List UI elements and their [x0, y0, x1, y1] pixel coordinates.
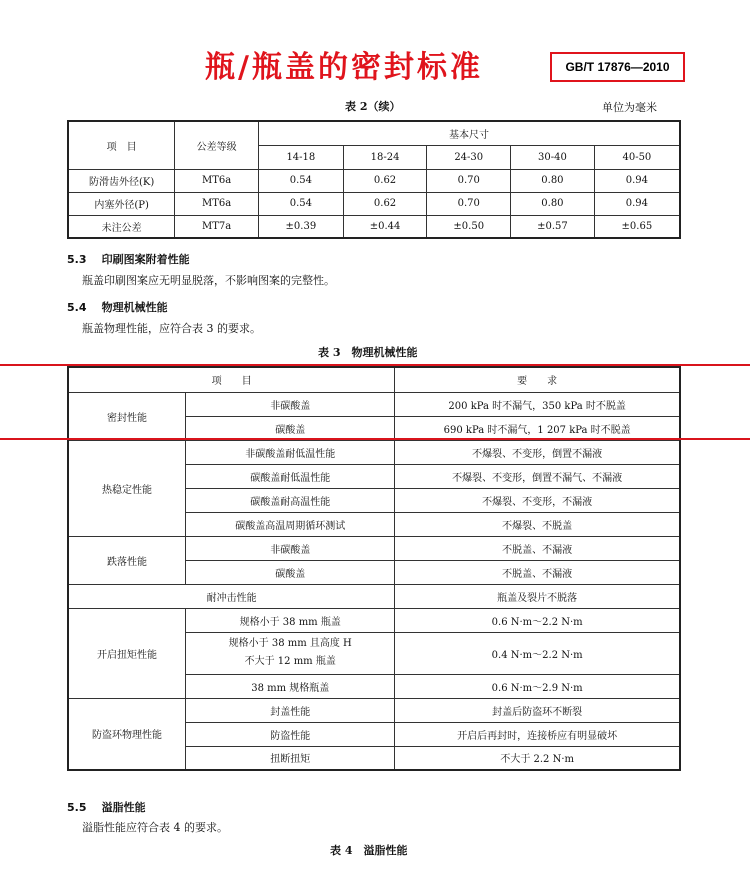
table2-size-header: 24-30 — [427, 145, 511, 169]
section-heading: 印刷图案附着性能 — [101, 253, 190, 266]
table3-subitem: 非碳酸盖耐低温性能 — [186, 440, 395, 464]
section-5-3-heading — [67, 248, 190, 267]
table2-caption: 表 2（续） — [345, 100, 401, 113]
table2-cell: 0.94 — [594, 192, 680, 215]
table3-subitem: 非碳酸盖 — [186, 536, 395, 560]
table2-header-basic: 基本尺寸 — [259, 121, 680, 145]
table-row — [68, 215, 680, 238]
highlight-line-bottom — [0, 438, 750, 440]
table-row — [68, 440, 680, 464]
table3-requirement: 0.6 N·m～2.2 N·m — [395, 608, 680, 632]
table-3 — [67, 366, 681, 771]
table2-unit: 单位为毫米 — [602, 101, 657, 114]
table3-requirement: 瓶盖及裂片不脱落 — [395, 584, 680, 608]
table2-cell: ±0.44 — [343, 215, 427, 238]
table-row — [68, 698, 680, 722]
section-5-5-heading — [67, 796, 146, 815]
table2-row-item: 未注公差 — [68, 215, 175, 238]
table3-subitem: 规格小于 38 mm 瓶盖 — [186, 608, 395, 632]
table4-caption: 表 4 溢脂性能 — [330, 844, 408, 857]
table3-requirement: 690 kPa 时不漏气，1 207 kPa 时不脱盖 — [395, 416, 680, 440]
table3-subitem: 封盖性能 — [186, 698, 395, 722]
table3-subitem: 碳酸盖耐低温性能 — [186, 464, 395, 488]
table3-requirement: 封盖后防盗环不断裂 — [395, 698, 680, 722]
section-heading: 物理机械性能 — [101, 301, 168, 314]
table-row — [68, 608, 680, 632]
section-5-4-body: 瓶盖物理性能，应符合表 3 的要求。 — [82, 322, 261, 335]
table3-requirement: 开启后再封时，连接桥应有明显破坏 — [395, 722, 680, 746]
table3-caption: 表 3 物理机械性能 — [318, 346, 418, 359]
section-number: 5.4 — [67, 301, 87, 314]
section-5-5-body: 溢脂性能应符合表 4 的要求。 — [82, 821, 228, 834]
table3-requirement: 不爆裂、不变形，倒置不漏液 — [395, 440, 680, 464]
table2-row-item: 内塞外径(P) — [68, 192, 175, 215]
table-row — [68, 584, 680, 608]
table3-header-item: 项 目 — [68, 367, 395, 392]
table3-subitem: 防盗性能 — [186, 722, 395, 746]
table2-row-grade: MT6a — [175, 192, 259, 215]
table3-requirement: 不爆裂、不变形，不漏液 — [395, 488, 680, 512]
page-title: 瓶/瓶盖的密封标准 — [205, 50, 483, 85]
table3-subitem-line: 规格小于 38 mm 且高度 H — [228, 638, 352, 649]
table2-cell: 0.62 — [343, 192, 427, 215]
table2-header-item: 项 目 — [68, 121, 175, 169]
table3-subitem: 碳酸盖高温周期循环测试 — [186, 512, 395, 536]
section-heading: 溢脂性能 — [101, 801, 146, 814]
table3-requirement: 0.4 N·m～2.2 N·m — [395, 632, 680, 674]
table-row — [68, 392, 680, 416]
table2-size-header: 14-18 — [259, 145, 344, 169]
table2-cell: ±0.57 — [511, 215, 595, 238]
table2-cell: 0.80 — [511, 192, 595, 215]
table2-cell: 0.94 — [594, 169, 680, 192]
table3-subitem: 碳酸盖 — [186, 416, 395, 440]
table2-cell: ±0.39 — [259, 215, 344, 238]
table-row — [68, 536, 680, 560]
table2-row-item: 防滑齿外径(K) — [68, 169, 175, 192]
table2-cell: 0.70 — [427, 169, 511, 192]
table2-cell: 0.62 — [343, 169, 427, 192]
table2-cell: 0.80 — [511, 169, 595, 192]
table3-requirement: 不脱盖、不漏液 — [395, 536, 680, 560]
table3-requirement: 不爆裂、不变形，倒置不漏气、不漏液 — [395, 464, 680, 488]
table3-subitem: 非碳酸盖 — [186, 392, 395, 416]
table2-row-grade: MT6a — [175, 169, 259, 192]
table3-requirement: 200 kPa 时不漏气，350 kPa 时不脱盖 — [395, 392, 680, 416]
table2-size-header: 40-50 — [594, 145, 680, 169]
thermal-stability-label: 热稳定性能 — [68, 440, 186, 536]
table3-subitem-line: 不大于 12 mm 瓶盖 — [244, 656, 336, 667]
table-2 — [67, 120, 681, 239]
section-5-3-body: 瓶盖印刷图案应无明显脱落，不影响图案的完整性。 — [82, 274, 335, 287]
table-row — [68, 169, 680, 192]
table2-size-header: 18-24 — [343, 145, 427, 169]
table2-size-header: 30-40 — [511, 145, 595, 169]
section-5-4-heading — [67, 296, 168, 315]
table3-subitem: 碳酸盖耐高温性能 — [186, 488, 395, 512]
section-number: 5.5 — [67, 801, 87, 814]
table2-header-grade: 公差等级 — [175, 121, 259, 169]
table3-subitem: 38 mm 规格瓶盖 — [186, 674, 395, 698]
opening-torque-label: 开启扭矩性能 — [68, 608, 186, 698]
section-number: 5.3 — [67, 253, 87, 266]
table3-header-requirement: 要 求 — [395, 367, 680, 392]
table2-row-grade: MT7a — [175, 215, 259, 238]
table2-cell: ±0.50 — [427, 215, 511, 238]
standard-number-badge: GB/T 17876—2010 — [550, 52, 685, 82]
table2-cell: 0.54 — [259, 169, 344, 192]
drop-performance-label: 跌落性能 — [68, 536, 186, 584]
table3-subitem: 扭断扭矩 — [186, 746, 395, 770]
table3-requirement: 不爆裂、不脱盖 — [395, 512, 680, 536]
tamper-ring-label: 防盗环物理性能 — [68, 698, 186, 770]
highlight-line-top — [0, 364, 750, 366]
impact-performance-label: 耐冲击性能 — [68, 584, 395, 608]
table3-requirement: 不大于 2.2 N·m — [395, 746, 680, 770]
seal-performance-label: 密封性能 — [68, 392, 186, 440]
table3-subitem: 碳酸盖 — [186, 560, 395, 584]
table2-cell: 0.70 — [427, 192, 511, 215]
table3-requirement: 0.6 N·m～2.9 N·m — [395, 674, 680, 698]
table-row — [68, 192, 680, 215]
table3-subitem — [186, 632, 395, 674]
table3-requirement: 不脱盖、不漏液 — [395, 560, 680, 584]
table2-cell: ±0.65 — [594, 215, 680, 238]
table2-cell: 0.54 — [259, 192, 344, 215]
